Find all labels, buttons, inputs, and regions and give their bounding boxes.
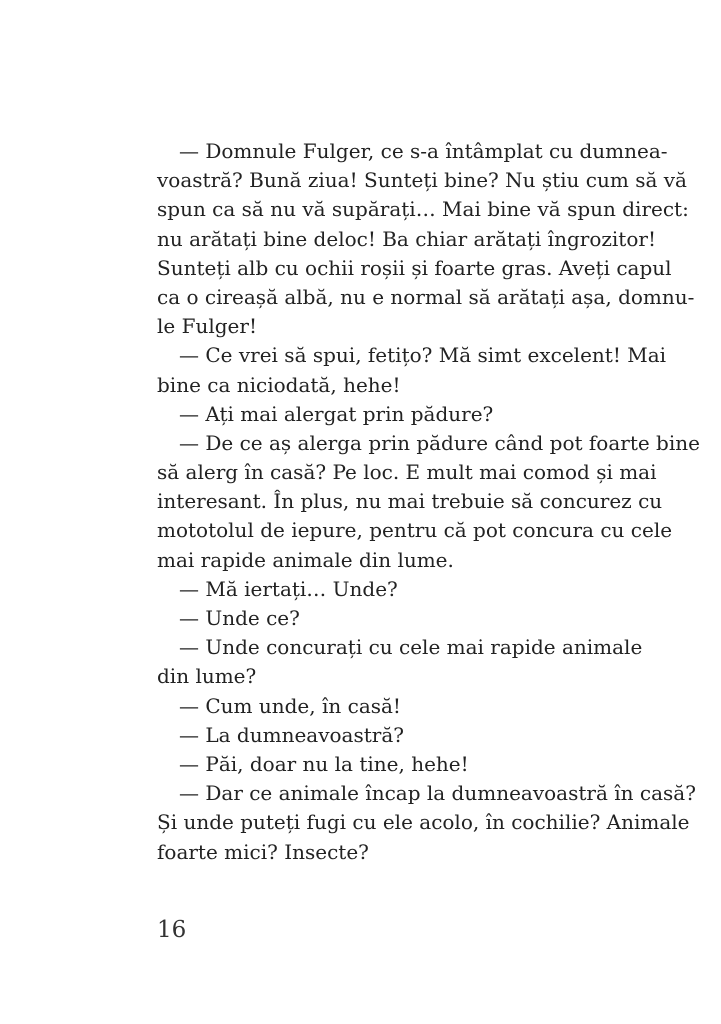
text-line: interesant. În plus, nu mai trebuie să concurez cu [157,489,663,514]
text-line: — La dumneavoastră? [179,722,404,747]
text-line: — Dar ce animale încap la dumneavoastră în casă? [179,781,696,806]
text-line: din lume? [157,664,257,689]
text-line: spun ca să nu vă supărați… Mai bine vă spun direct: [157,197,689,222]
text-line: Sunteți alb cu ochii roșii și foarte gras. Aveți capul [157,255,672,280]
text-line: Și unde puteți fugi cu ele acolo, în cochilie? Animale [157,810,690,835]
text-line: — Ați mai alergat prin pădure? [179,401,494,426]
text-line: — De ce aș alerga prin pădure când pot foarte bine [179,430,700,455]
text-line: — Ce vrei să spui, fetițo? Mă simt excelent! Mai [179,343,667,368]
text-line: să alerg în casă? Pe loc. E mult mai comod și mai [157,460,657,485]
text-line: — Mă iertați… Unde? [179,576,398,601]
body-text [157,137,700,867]
text-line: — Păi, doar nu la tine, hehe! [179,751,469,776]
text-line: bine ca niciodată, hehe! [157,372,401,397]
page-number: 16 [157,917,187,943]
text-line: — Domnule Fulger, ce s-a întâmplat cu dumnea- [179,139,668,163]
text-line: ca o cireașă albă, nu e normal să arătați așa, domnu- [157,284,695,309]
text-line: voastră? Bună ziua! Sunteți bine? Nu știu cum să vă [157,168,687,193]
text-line: foarte mici? Insecte? [157,839,369,864]
text-line: mai rapide animale din lume. [157,547,454,572]
text-line: mototolul de iepure, pentru că pot concura cu cele [157,518,673,543]
text-line: — Unde concurați cu cele mai rapide animale [179,635,643,660]
text-line: — Cum unde, în casă! [179,693,401,718]
text-line: nu arătați bine deloc! Ba chiar arătați îngrozitor! [157,226,656,251]
text-line: — Unde ce? [179,606,300,630]
text-line: le Fulger! [157,314,257,339]
